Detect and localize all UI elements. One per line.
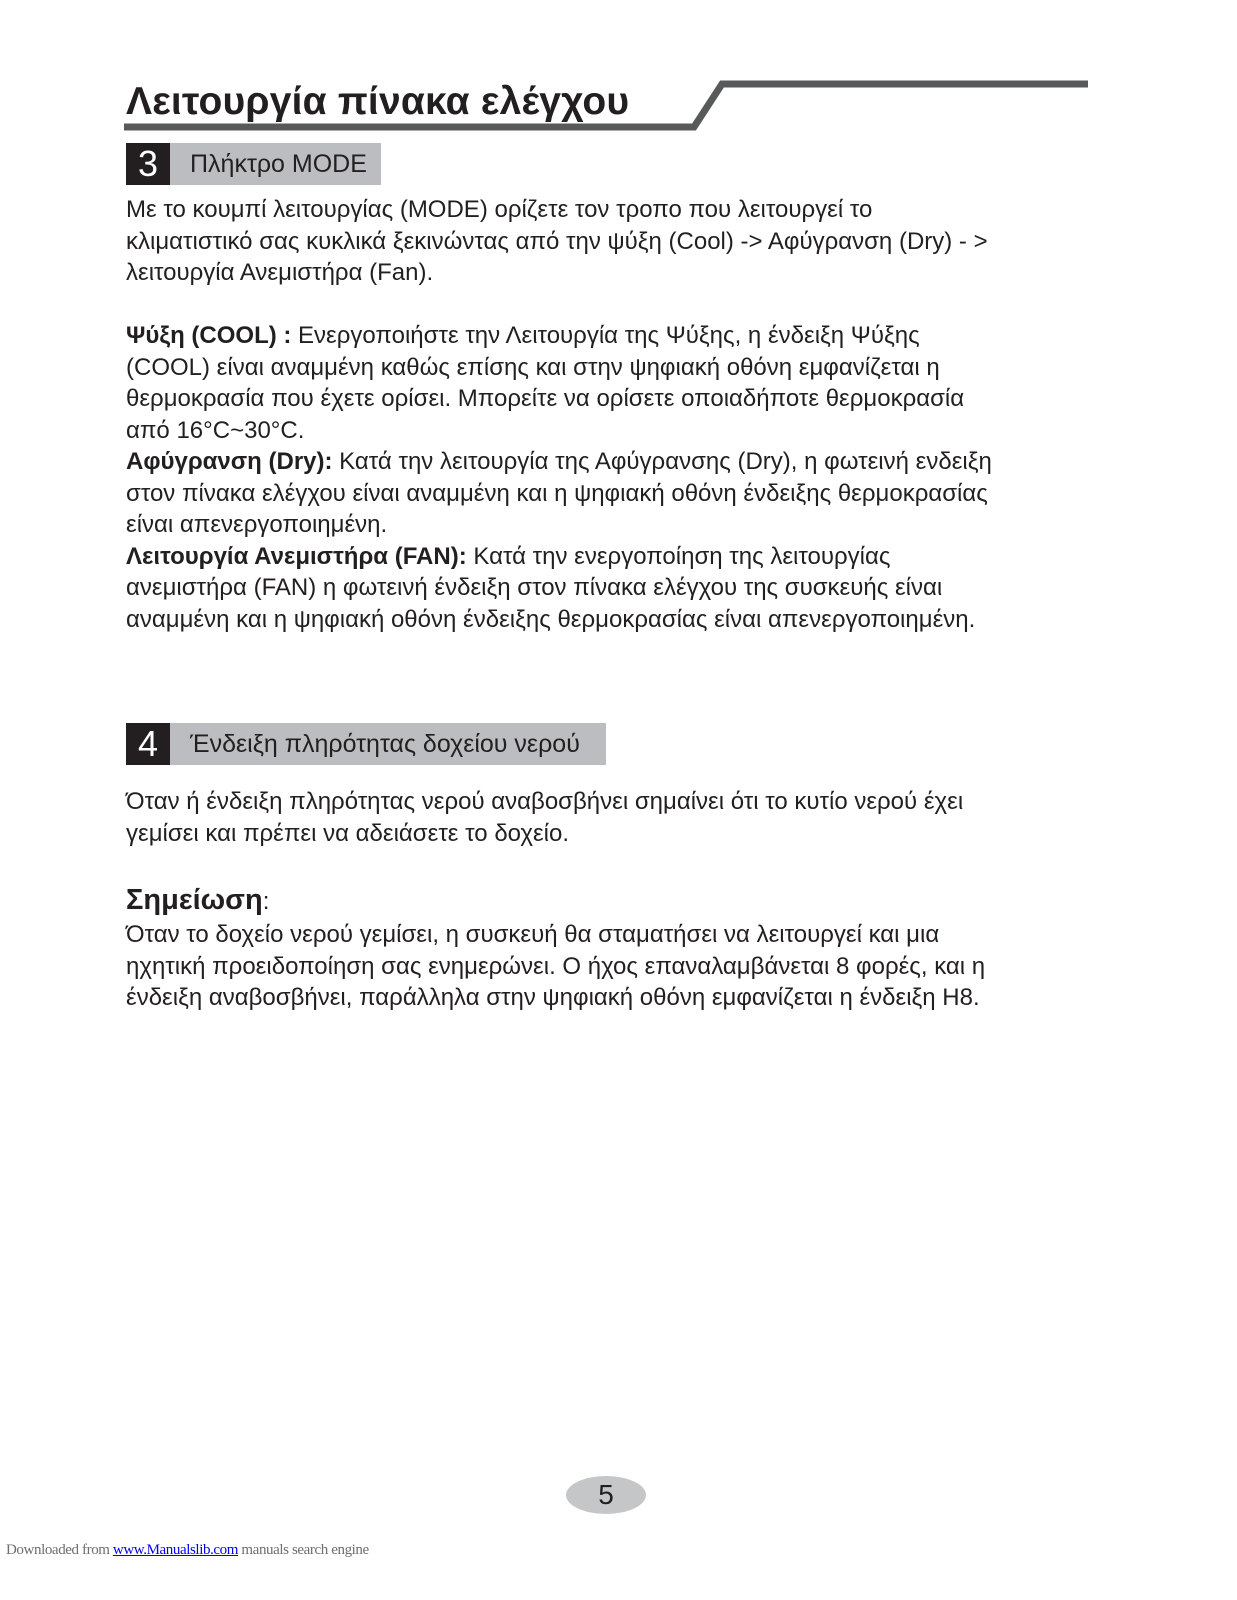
fan-line: ανεμιστήρα (FAN) η φωτεινή ένδειξη στον πίνακα ελέγχου της συσκευής είναι	[126, 574, 943, 601]
dry-line: είναι απενεργοποιημένη.	[126, 511, 388, 538]
footer-prefix: Downloaded from	[6, 1542, 113, 1558]
note-title	[126, 884, 269, 917]
section-3-number: 3	[126, 143, 170, 185]
intro-line: Με το κουμπί λειτουργίας (MODE) ορίζετε τον τροπο που λειτουργεί το	[126, 196, 873, 223]
section-3-intro	[126, 194, 1126, 289]
fan-term: Λειτουργία Ανεμιστήρα (FAN):	[126, 542, 467, 570]
manualslib-link[interactable]: www.Manualslib.com	[112, 1542, 239, 1558]
section-3-label: Πλήκτρο MODE	[170, 143, 381, 185]
dry-text: Κατά την λειτουργία της Αφύγρανσης (Dry), η φωτεινή ενδειξη	[332, 448, 992, 475]
mode-descriptions	[126, 320, 1126, 635]
note-text	[126, 919, 1126, 1014]
section-4-header	[126, 723, 606, 765]
intro-line: κλιματιστικό σας κυκλικά ξεκινώντας από την ψύξη (Cool) -> Αφύγρανση (Dry) - >	[126, 227, 988, 255]
intro-line: λειτουργία Ανεμιστήρα (Fan).	[126, 259, 434, 286]
note-line: Όταν το δοχείο νερού γεμίσει, η συσκευή θα σταματήσει να λειτουργεί και μια	[126, 921, 940, 948]
cool-term: Ψύξη (COOL) :	[126, 322, 292, 349]
fan-text: Κατά την ενεργοποίηση της λειτουργίας	[466, 542, 891, 570]
dry-line: στον πίνακα ελέγχου είναι αναμμένη και η ψηφιακή οθόνη ένδειξης θερμοκρασίας	[126, 479, 988, 507]
section-3-header	[126, 143, 381, 185]
fan-line: αναμμένη και η ψηφιακή οθόνη ένδειξης θερμοκρασίας είναι απενεργοποιημένη.	[126, 605, 976, 633]
section-4-line: γεμίσει και πρέπει να αδειάσετε το δοχείο.	[126, 819, 570, 847]
dry-first-line	[126, 446, 1126, 478]
download-footer	[6, 1542, 369, 1559]
section-4-number: 4	[126, 723, 170, 765]
section-4-label: Ένδειξη πληρότητας δοχείου νερού	[170, 723, 606, 765]
section-4-line: Όταν ή ένδειξη πληρότητας νερού αναβοσβήνει σημαίνει ότι το κυτίο νερού έχει	[126, 788, 964, 815]
fan-first-line	[126, 541, 1126, 573]
note-line: ηχητική προειδοποίηση σας ενημερώνει. Ο ήχος επαναλαμβάνεται 8 φορές, και η	[126, 952, 986, 980]
cool-text: Ενεργοποιήστε την Λειτουργία της Ψύξης, η ένδειξη Ψύξης	[291, 322, 920, 349]
note-line: ένδειξη αναβοσβήνει, παράλληλα στην ψηφιακή οθόνη εμφανίζεται η ένδειξη H8.	[126, 984, 980, 1011]
cool-first-line	[126, 320, 1126, 352]
section-4-text	[126, 786, 1126, 849]
cool-line: θερμοκρασία που έχετε ορίσει. Μπορείτε να ορίσετε οποιαδήποτε θερμοκρασία	[126, 385, 965, 412]
page-title: Λειτουργία πίνακα ελέγχου	[126, 80, 630, 123]
footer-suffix: manuals search engine	[238, 1542, 369, 1558]
note-colon: :	[262, 888, 270, 915]
page-number-badge: 5	[566, 1476, 646, 1514]
note-title-text: Σημείωση	[126, 884, 263, 916]
dry-term: Αφύγρανση (Dry):	[126, 448, 333, 475]
cool-line: (COOL) είναι αναμμένη καθώς επίσης και στην ψηφιακή οθόνη εμφανίζεται η	[126, 353, 940, 381]
cool-line: από 16°C~30°C.	[126, 416, 305, 444]
